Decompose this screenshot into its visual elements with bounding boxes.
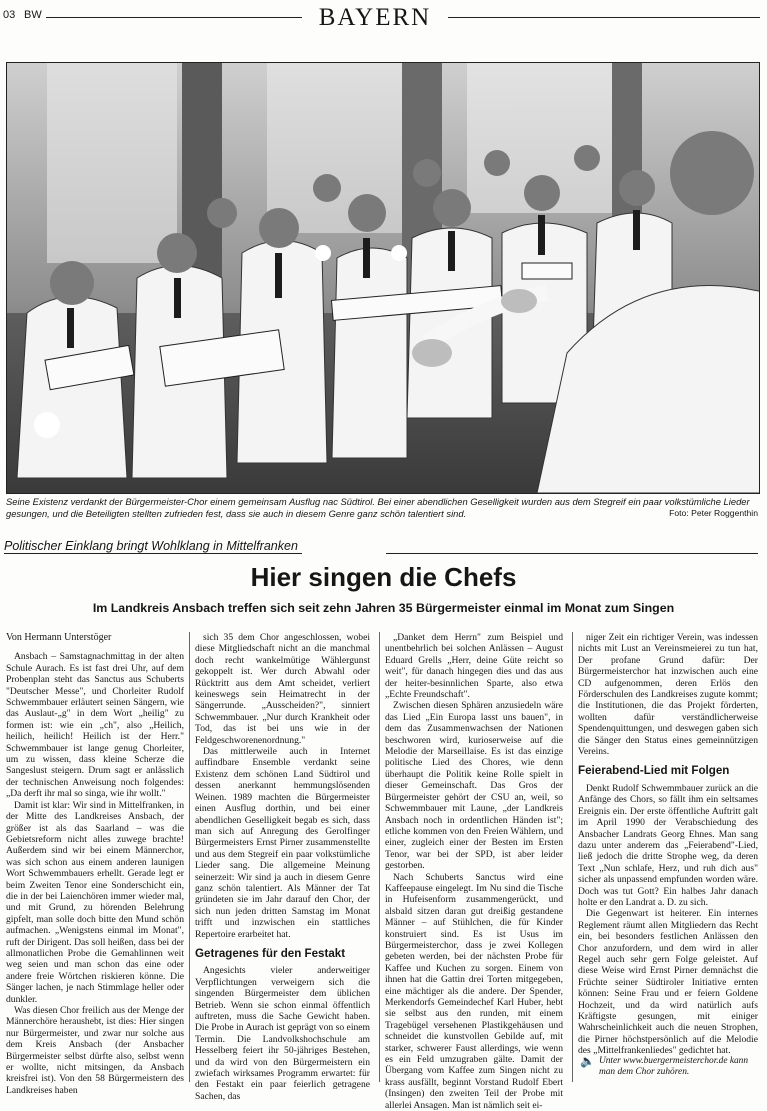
website-note-text: Unter www.buergermeisterchor.de kann man dem Chor zuhören. [598, 1056, 749, 1077]
edition-code: BW [24, 9, 42, 21]
column-divider [379, 632, 380, 1082]
kicker-rule [386, 553, 758, 554]
article-column-3 [385, 632, 563, 1111]
paragraph: Damit ist klar: Wir sind in Mittelfranken, in der Mitte des Landkreises Ansbach, der größer ist als das Saarland – was die Gebietsreform nicht alles zuwege brachte! Außerdem sind wir bei einem Männerchor, was sich schon aus einem anderen launigen Wort Schwemmbauers erhellt. Gerade legt er beim Zweiten Tenor eine Sonderschicht ein, die in der bei Laienchören immer wieder mal, und mit Grund, zu hörenden Belehrung gipfelt, man solle doch bitte den Mund schön aufmachen. „Wenigstens einmal im Monat", ruft der Dirigent. Das soll heißen, dass bei der allmonatlichen Probe die Gemahlinnen weit weg seien und man schon das eine oder andere freie Wörtchen riskieren könne. Die Sänger lachen, je nach Stimmlage heller oder dunkler. [6, 799, 184, 1005]
paragraph: sich 35 dem Chor angeschlossen, wobei diese Mitgliedschaft nicht an die manchmal doch recht wankelmütige Wählergunst gekoppelt ist. Wer durch Abwahl oder Rücktritt aus dem Amt scheidet, verliert keineswegs sein Heimatrecht in der Sängerrunde. „Ausscheiden?", sinniert Schwemmbauer. „Nur durch Krankheit oder Tod, das ist bei uns wie in der Feldgeschworenenordnung." [195, 632, 370, 746]
paragraph: Nach Schuberts Sanctus wird eine Kaffeepause eingelegt. Im Nu sind die Tische in Hufeisenform zusammengerückt, und alsbald sitzen daran gut dreißig gestandene Männer – auf Stühlchen, die für Kinder konstruiert sind. Es ist Usus im Bürgermeisterchor, dass je zwei Kollegen gebeten werden, bei der nächsten Probe für Kaffee und Kuchen zu sorgen. Einem von ihnen hat die Gattin drei Torten mitgegeben, eine mächtiger als die andere. Der Spender, Merkendorfs Gemeindechef Karl Huber, hebt sie selbst aus den runden, mit einem Tragebügel versehenen Plastikgehäusen und schneidet die kunstvollen Gebilde auf, mit starker, schwerer Faust allerdings, wie wenn es ein Feld umzugraben gälte. Damit der Übergang vom Kaffee zum Singen nicht zu krass ausfällt, beginnt Vorstand Rudolf Ebert (Insingen) den zweiten Teil der Probe mit allerlei Ansagen. Man ist nämlich seit ei- [385, 871, 563, 1111]
header-rule-right [448, 17, 760, 18]
article-subheadline: Im Landkreis Ansbach treffen sich seit zehn Jahren 35 Bürgermeister einmal im Monat zum Singen [92, 601, 675, 615]
paragraph: niger Zeit ein richtiger Verein, was indessen nichts mit Lust an Vereinsmeierei zu tun hat, Der profane Grund dafür: Der Bürgermeisterchor hat inzwischen auch eine CD aufgenommen, deren Erlös den Förderschulen des Landkreises zugute kommt; die Institutionen, die das Projekt förderten, wollten dafür verständlicherweise Spendenquittungen, und deswegen gaben sich die Sänger den Status eines gemeinnützigen Vereins. [578, 632, 758, 758]
article-column-2 [195, 632, 370, 1102]
article-column-4 [578, 632, 758, 1057]
photo-caption: Seine Existenz verdankt der Bürgermeister-Chor einem gemeinsam Ausflug nac Südtirol. Bei einer abendlichen Geselligkeit wurden aus dem Stegreif ein paar volkstümliche Lieder gesungen, und die Beteiligten stellten zufrieden fest, dass sie auch in diesem Genre ganz schön talentiert sind. [6, 496, 750, 519]
paragraph: Die Gegenwart ist heiterer. Ein internes Reglement räumt allen Mitgliedern das Recht ein, bei besonders festlichen Anlässen den Chor anzufordern, und dem wird in aller Regel auch sehr gern Folge geleistet. Auf diese Weise wird Ernst Pirner demnächst die Früchte seiner Südtiroler Initiative ernten können: Seine Frau und er feiern Goldene Hochzeit, und da wird natürlich aufs Kräftigste gesungen, mit einiger Wahrscheinlichkeit auch die neuen Strophen, die Pirner höchstpersönlich auf die Melodie des „Mittelfrankenliedes" gedichtet hat. [578, 908, 758, 1057]
choir-photo [6, 62, 760, 494]
article-kicker: Politischer Einklang bringt Wohlklang in Mittelfranken [4, 539, 302, 554]
subheading-feierabend: Feierabend-Lied mit Folgen [578, 764, 730, 778]
speaker-icon: 🔈 [580, 1054, 595, 1068]
article-author: Von Hermann Unterstöger [6, 632, 112, 643]
paragraph: Was diesen Chor freilich aus der Menge der Männerchöre heraushebt, ist dies: Hier singen nur Bürgermeister, und zwar nur solche aus dem Kreis Ansbach (der Ansbacher Bürgermeister selbst dürfte also, selbst wenn er wollte, nicht mitsingen, da Ansbach kreisfrei ist). Von den 58 Bürgermeistern des Landkreises haben [6, 1005, 184, 1096]
subheading-festakt: Getragenes für den Festakt [195, 946, 346, 960]
paragraph: Das mittlerweile auch in Internet auffindbare Ensemble verdankt seine Existenz dem schönen Land Südtirol und dessen anerkannt hemmungslösenden Weinen. 1989 machten die Bürgermeister einen Ausflug dorthin, und bei einer abendlichen Geselligkeit begab es sich, dass man sich auf Anregung des Gerolfinger Bürgermeisters Ernst Pirner zusammenstellte und aus dem Stegreif ein paar volkstümliche Lieder sang. Die allgemeine Meinung seinerzeit: Wir sind ja auch in diesem Genre ganz schön talentiert. Als Männer der Tat gründeten sie im Jahr darauf den Chor, der sich nun jeden dritten Samstag im Monat trifft und inzwischen ein stattliches Repertoire erarbeitet hat. [195, 746, 370, 940]
photo-credit: Foto: Peter Roggenthin [669, 508, 758, 518]
page-header [0, 0, 767, 40]
paragraph: Angesichts vieler anderweitiger Verpflichtungen verweigern sich die singenden Bürgermeister dem üblichen Betrieb. Wenn sie schon einmal öffentlich auftreten, muss die Sache Gewicht haben. Die Probe in Aurach ist geprägt von so einem Termin. Die Landvolkshochschule am Hesselberg feiert ihr 50-jähriges Bestehen, und da wird von den Bürgermeistern ein zwiefach wirksames Programm erwartet: für den Festakt ein paar feierlich getragene Sachen, das [195, 965, 370, 1102]
column-divider [189, 632, 190, 1082]
column-divider [572, 632, 573, 1082]
paragraph: „Danket dem Herrn" zum Beispiel und unentbehrlich bei solchen Anlässen – August Eduard Grells „Herr, deine Güte reicht so weit", für danach hingegen dies und das aus der heiter-besinnlichen Sparte, also etwa „Echte Freundschaft". [385, 632, 563, 701]
paragraph: Denkt Rudolf Schwemmbauer zurück an die Anfänge des Chors, so fällt ihm ein seltsames Ereignis ein. Der erste öffentliche Auftritt galt im April 1990 der Verabschiedung des Ansbacher Landrats Georg Ehnes. Man sang dazu unter anderem das „Feierabend"-Lied, ließ jedoch die dritte Strophe weg, da deren Text „Nun schlafe, Herz, und ruh dich aus" sicher als unpassend empfunden worden wäre. Doch was tut Gott? Ein halbes Jahr danach holte er den Landrat a. D. zu sich. [578, 782, 758, 908]
section-title: BAYERN [318, 4, 432, 31]
page-number: 03 [3, 9, 16, 21]
website-note [580, 1056, 760, 1078]
article-column-1 [6, 632, 184, 1096]
article-headline: Hier singen die Chefs [250, 562, 517, 592]
paragraph: Zwischen diesen Sphären anzusiedeln wäre das Lied „Ein Europa lasst uns bauen", in dem das Zusammenwachsen der Nationen beschworen wird, kurioserweise auf die Melodie der Marseillaise. Es ist das einzige politische Lied des Chores, wie denn überhaupt die Politik keine Rolle spielt in dieser Gemeinschaft. Das Gros der Bürgermeister gehört der CSU an, weil, so Schwemmbauer mit Laune, „der Landkreis Ansbach noch in ordentlichen Händen ist"; etliche kommen von den Freien Wählern, und einer, zugleich einer der Besten im Ersten Tenor, war bei der SPD, ist aber leider gestorben. [385, 700, 563, 872]
header-rule-left [46, 17, 302, 18]
paragraph: Ansbach – Samstagnachmittag in der alten Schule Aurach. Es ist fast drei Uhr, auf dem Probenplan steht das Sanctus aus Schuberts "Deutscher Messe", und Chorleiter Rudolf Schwemmbauer erläutert seinen Sängern, wie das Auslaut-„g" in dem Wort „heilig" zu formen ist: wie ein „ch", also „Heilich, heilich, heilich! Heilich ist der Herr." Schwemmbauer ist lange genug Chorleiter, um zu wissen, dass kleine Scherze die Sangeslust steigern. Drum sagt er anlässlich der technischen Anweisung noch folgendes: „Da derft ihr mal so singa, wie ihr wollt." [6, 651, 184, 800]
